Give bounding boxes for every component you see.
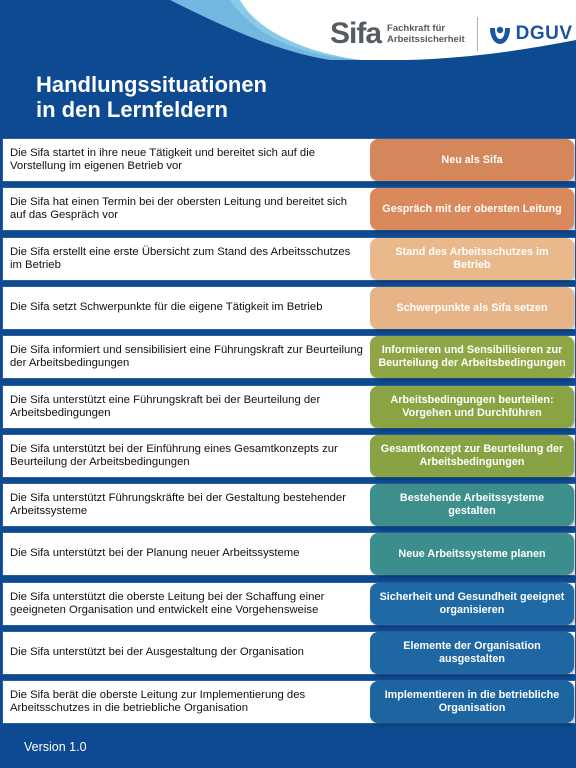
situation-description: Die Sifa berät die oberste Leitung zur Implementierung des Arbeitsschutzes in die betriebliche Organisation	[10, 688, 306, 714]
situation-description: Die Sifa setzt Schwerpunkte für die eigene Tätigkeit im Betrieb	[10, 301, 323, 314]
logo-org: DGUV	[515, 23, 573, 44]
page-title-line2: in den Lernfeldern	[36, 97, 228, 122]
situation-description: Die Sifa unterstützt die oberste Leitung bei der Schaffung einer geeigneten Organisation und entwickelt eine Vorgehensweise	[10, 590, 325, 616]
situation-row	[2, 680, 576, 724]
situation-row	[2, 532, 576, 576]
learning-field-badge: Neue Arbeitssysteme planen	[370, 533, 574, 575]
learning-field-badge: Bestehende Arbeitssysteme gestalten	[370, 484, 574, 526]
page-title	[36, 72, 536, 122]
situation-description: Die Sifa informiert und sensibilisiert eine Führungskraft zur Beurteilung der Arbeitsbedingungen	[10, 343, 363, 369]
situation-description: Die Sifa startet in ihre neue Tätigkeit und bereitet sich auf die Vorstellung im eigenen Betrieb vor	[10, 146, 315, 172]
learning-field-badge: Arbeitsbedingungen beurteilen: Vorgehen und Durchführen	[370, 386, 574, 428]
situation-row	[2, 187, 576, 231]
logo-subtitle	[387, 23, 465, 45]
learning-field-badge: Schwerpunkte als Sifa setzen	[370, 287, 574, 329]
learning-field-badge: Gesamtkonzept zur Beurteilung der Arbeitsbedingungen	[370, 435, 574, 477]
logo	[330, 16, 573, 52]
situation-row	[2, 237, 576, 281]
logo-brand: Sifa	[330, 17, 382, 50]
page-title-line1: Handlungssituationen	[36, 72, 267, 97]
situation-description: Die Sifa erstellt eine erste Übersicht zum Stand des Arbeitsschutzes im Betrieb	[10, 245, 351, 271]
situation-description: Die Sifa unterstützt bei der Planung neuer Arbeitssysteme	[10, 547, 300, 560]
learning-field-badge: Stand des Arbeitsschutzes im Betrieb	[370, 238, 574, 280]
logo-subtitle-line2: Arbeitssicherheit	[387, 34, 465, 45]
situation-row	[2, 138, 576, 182]
learning-field-badge: Implementieren in die betriebliche Organisation	[370, 681, 574, 723]
learning-field-badge: Neu als Sifa	[370, 139, 574, 181]
logo-divider	[477, 17, 478, 51]
situation-row	[2, 434, 576, 478]
situation-description: Die Sifa unterstützt bei der Ausgestaltung der Organisation	[10, 646, 304, 659]
learning-field-badge: Sicherheit und Gesundheit geeignet organisieren	[370, 583, 574, 625]
situation-description: Die Sifa hat einen Termin bei der obersten Leitung und bereitet sich auf das Gespräch vor	[10, 195, 348, 221]
situation-row	[2, 582, 576, 626]
situation-row	[2, 631, 576, 675]
situation-row	[2, 335, 576, 379]
logo-subtitle-line1: Fachkraft für	[387, 23, 446, 34]
learning-field-badge: Elemente der Organisation ausgestalten	[370, 632, 574, 674]
dguv-logo-icon	[488, 22, 512, 46]
learning-field-badge: Gespräch mit der obersten Leitung	[370, 188, 574, 230]
situation-description: Die Sifa unterstützt bei der Einführung eines Gesamtkonzepts zur Beurteilung der Arbeitsbedingungen	[10, 442, 338, 468]
situation-description: Die Sifa unterstützt eine Führungskraft bei der Beurteilung der Arbeitsbedingungen	[10, 393, 321, 419]
situation-row	[2, 483, 576, 527]
situation-row	[2, 385, 576, 429]
learning-field-badge: Informieren und Sensibilisieren zur Beurteilung der Arbeitsbedingungen	[370, 336, 574, 378]
situation-row	[2, 286, 576, 330]
version-label: Version 1.0	[24, 740, 87, 754]
situation-description: Die Sifa unterstützt Führungskräfte bei der Gestaltung bestehender Arbeitssysteme	[10, 491, 346, 517]
